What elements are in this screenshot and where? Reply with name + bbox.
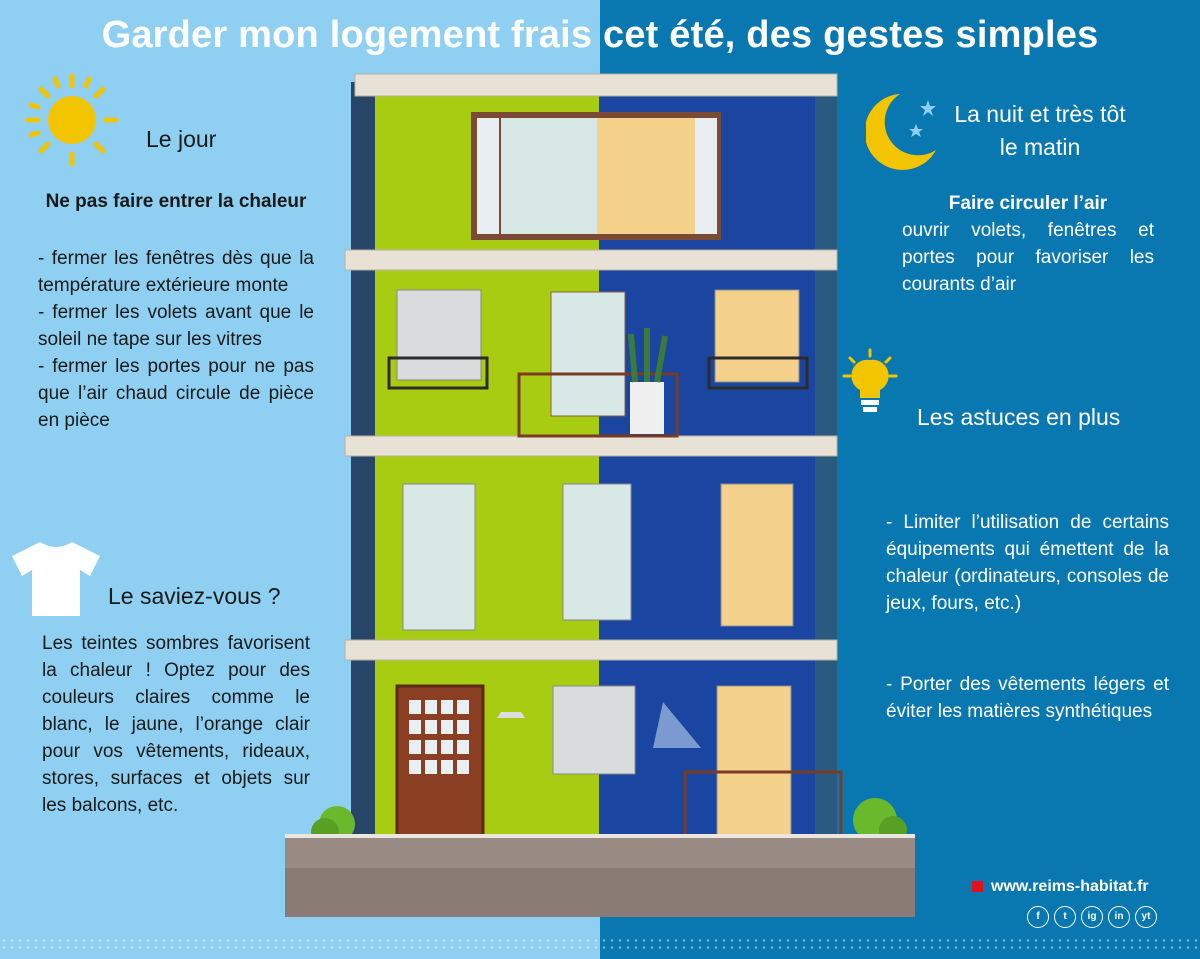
jour-heading: Le jour: [146, 126, 217, 152]
astuces-heading: Les astuces en plus: [917, 404, 1121, 430]
lightbulb-icon: [840, 348, 900, 418]
nuit-text: ouvrir volets, fenêtres et portes pour favoriser les courants d’air: [902, 220, 1154, 295]
brand-square-icon: [972, 881, 983, 892]
linkedin-icon[interactable]: in: [1108, 906, 1130, 928]
sun-icon: [22, 70, 122, 170]
website-url: www.reims-habitat.fr: [991, 878, 1149, 895]
nuit-subheading: Faire circuler l’air: [948, 193, 1108, 214]
jour-subheading: Ne pas faire entrer la chaleur: [45, 191, 307, 212]
astuces-item-1: - Limiter l’utilisation de certains équipements qui émettent de la chaleur (ordinateurs, consoles de jeux, fours, etc.): [886, 512, 1169, 614]
jour-item-3: - fermer les portes pour ne pas que l’air chaud circule de pièce en pièce: [38, 356, 314, 431]
nuit-heading-line1: La nuit et très tôt: [954, 101, 1126, 127]
youtube-icon[interactable]: yt: [1135, 906, 1157, 928]
page-title: Garder mon logement frais cet été, des gestes simples: [101, 14, 1099, 56]
facebook-icon[interactable]: f: [1027, 906, 1049, 928]
dotted-border: [0, 937, 1200, 951]
instagram-icon[interactable]: ig: [1081, 906, 1103, 928]
saviez-text: Les teintes sombres favorisent la chaleur ! Optez pour des couleurs claires comme le blanc, le jaune, l’orange clair pour vos vêtements, rideaux, stores, surfaces et objets sur les balcons, etc.: [42, 633, 310, 816]
nuit-heading-line2: le matin: [999, 134, 1081, 160]
jour-item-1: - fermer les fenêtres dès que la température extérieure monte: [38, 248, 314, 296]
tshirt-icon: [10, 540, 102, 618]
nuit-heading: [930, 98, 1150, 164]
astuces-item-2: - Porter des vêtements légers et éviter les matières synthétiques: [886, 674, 1169, 722]
twitter-icon[interactable]: t: [1054, 906, 1076, 928]
website-link[interactable]: [972, 878, 1149, 896]
jour-item-2: - fermer les volets avant que le soleil ne tape sur les vitres: [38, 302, 314, 350]
building-illustration: [285, 72, 915, 917]
jour-list: [38, 245, 314, 434]
saviez-heading: Le saviez-vous ?: [108, 583, 281, 609]
